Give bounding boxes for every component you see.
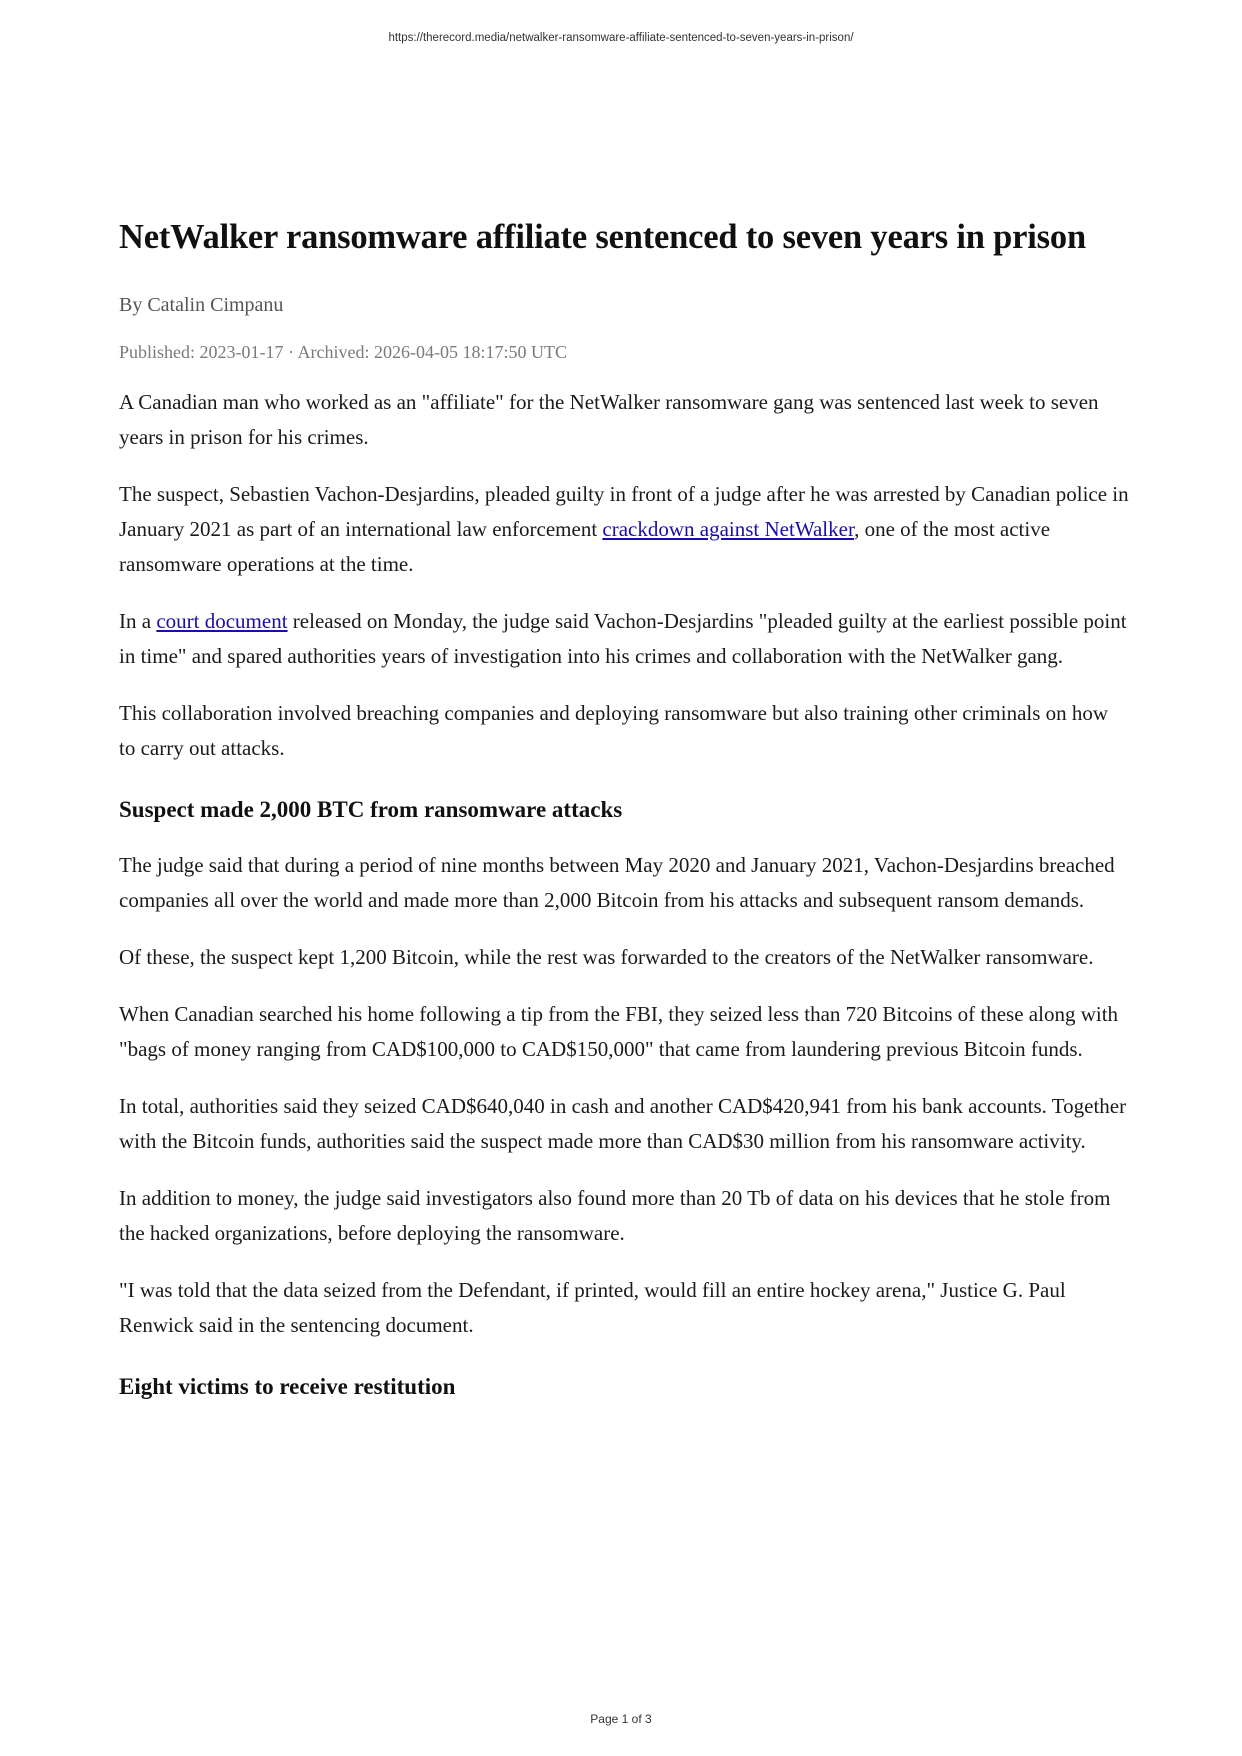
paragraph-9: In addition to money, the judge said investigators also found more than 20 Tb of data on his devices that he stole from the hacked organizations, before deploying the ransomware. [119,1186,1111,1245]
byline: By Catalin Cimpanu [119,294,284,316]
section-heading-btc: Suspect made 2,000 BTC from ransomware attacks [119,797,623,822]
article [119,212,1129,1425]
article-body [119,385,1129,1403]
paragraph-3 [119,604,1129,674]
paragraph-1: A Canadian man who worked as an "affiliate" for the NetWalker ransomware gang was sentenced last week to seven years in prison for his crimes. [119,390,1099,449]
paragraph-2-text-a: The suspect, Sebastien Vachon-Desjardins, pleaded guilty in front of a judge after he was arrested by Canadian police in January 2021 as part of an international law enforcement [119,482,1129,541]
paragraph-8: In total, authorities said they seized CAD$640,040 in cash and another CAD$420,941 from his bank accounts. Together with the Bitcoin funds, authorities said the suspect made more than CAD$30 million from his ransomware activity. [119,1094,1127,1153]
crackdown-link[interactable]: crackdown against NetWalker [602,517,855,541]
paragraph-4: This collaboration involved breaching companies and deploying ransomware but also training other criminals on how to carry out attacks. [119,701,1109,760]
paragraph-10: "I was told that the data seized from the Defendant, if printed, would fill an entire hockey arena," Justice G. Paul Renwick said in the sentencing document. [119,1278,1066,1337]
paragraph-6: Of these, the suspect kept 1,200 Bitcoin, while the rest was forwarded to the creators of the NetWalker ransomware. [119,945,1094,969]
section-heading-restitution: Eight victims to receive restitution [119,1374,456,1399]
paragraph-3-text-a: In a [119,609,157,633]
paragraph-7: When Canadian searched his home following a tip from the FBI, they seized less than 720 Bitcoins of these along with "bags of money ranging from CAD$100,000 to CAD$150,000" that came from laundering previous Bitcoin funds. [119,1002,1119,1061]
paragraph-5: The judge said that during a period of nine months between May 2020 and January 2021, Vachon-Desjardins breached companies all over the world and made more than 2,000 Bitcoin from his attacks and subsequent ransom demands. [119,853,1115,912]
article-title: NetWalker ransomware affiliate sentenced to seven years in prison [119,218,1086,256]
paragraph-2 [119,477,1129,582]
court-document-link[interactable]: court document [156,609,288,633]
source-url: https://therecord.media/netwalker-ransomware-affiliate-sentenced-to-seven-years-in-prison/ [388,32,854,44]
page-number: Page 1 of 3 [590,1712,652,1726]
paragraph-2-text-b: , one of the most active ransomware operations at the time. [119,517,1051,576]
paragraph-3-text-b: released on Monday, the judge said Vachon-Desjardins "pleaded guilty at the earliest possible point in time" and spared authorities years of investigation into his crimes and collaboration with the NetWalker gang. [119,609,1127,668]
publish-meta: Published: 2023-01-17 · Archived: 2026-04-05 18:17:50 UTC [119,342,567,362]
